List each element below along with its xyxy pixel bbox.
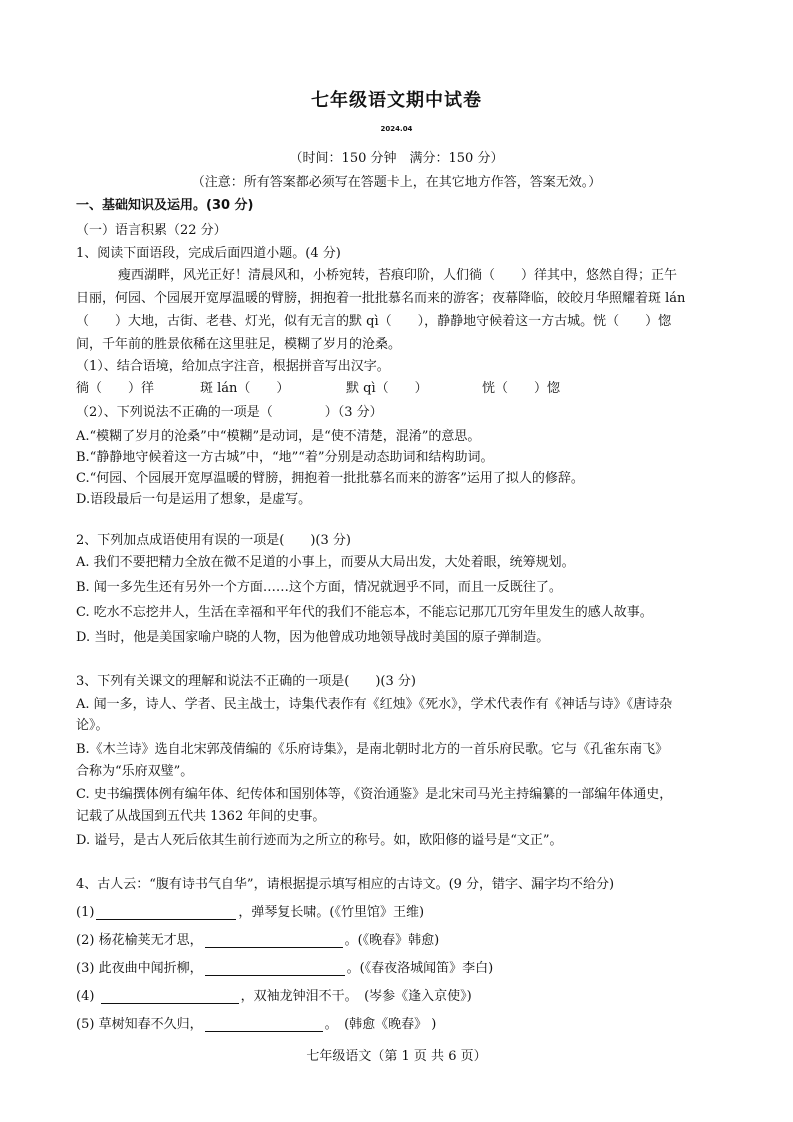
q3-option-a: A. 闻一多，诗人、学者、民主战士，诗集代表作有《红烛》《死水》，学术代表作有《神话与诗》《唐诗杂 xyxy=(76,697,673,712)
q4-item-before: 杨花榆荚无才思， xyxy=(98,933,203,948)
q4-item-after: 。(《晚春》韩愈) xyxy=(344,933,440,948)
q3-option-b: B.《木兰诗》选自北宋郭茂倩编的《乐府诗集》，是南北朝时北方的一首乐府民歌。它与《孔雀东南飞》 xyxy=(76,742,669,757)
q3-stem: 3、下列有关课文的理解和说法不正确的一项是( )(3 分) xyxy=(76,674,416,689)
answer-blank[interactable] xyxy=(101,989,239,1004)
time-info: （时间：150 分钟 满分：150 分） xyxy=(289,151,504,166)
q3-option-c-cont: 记载了从战国到五代共 1362 年间的史事。 xyxy=(76,809,326,824)
q4-item-num: (2) xyxy=(76,933,95,948)
q4-item-num: (3) xyxy=(76,961,95,976)
q4-item-after: ，双袖龙钟泪不干。 (岑参《逢入京使》) xyxy=(240,989,472,1004)
notice: （注意：所有答案都必须写在答题卡上，在其它地方作答，答案无效。） xyxy=(191,175,602,190)
q4-item-after: 。 (韩愈《晚春》 ) xyxy=(324,1017,437,1032)
sub-heading: （一）语言积累（22 分） xyxy=(76,223,227,238)
answer-blank[interactable] xyxy=(96,905,236,920)
q4-item-before: 此夜曲中闻折柳， xyxy=(98,961,203,976)
answer-blank[interactable] xyxy=(205,933,343,948)
q1-passage-line4: 间，千年前的胜景依稀在这里驻足，模糊了岁月的沧桑。 xyxy=(76,337,402,352)
q4-item-after: ，弹琴复长啸。(《竹里馆》王维) xyxy=(238,905,425,920)
q4-item-num: (5) xyxy=(76,1017,95,1032)
q4-stem: 4、古人云：“腹有诗书气自华”，请根据提示填写相应的古诗文。(9 分，错字、漏字均不给分) xyxy=(76,877,615,892)
q1-option: C.“何园、个园展开宽厚温暖的臂膀，拥抱着一批批慕名而来的游客”运用了拟人的修辞。 xyxy=(76,471,584,486)
q1-sub1: （1）、结合语境，给加点字注音，根据拼音写出汉字。 xyxy=(76,359,390,374)
q4-item-before: 草树知春不久归， xyxy=(98,1017,203,1032)
q4-item xyxy=(76,901,424,920)
page-footer: 七年级语文（第 1 页 共 6 页） xyxy=(306,1049,487,1064)
q1-passage-line2: 日丽，何园、个园展开宽厚温暖的臂膀，拥抱着一批批慕名而来的游客；夜幕降临，皎皎月华照耀着斑 lán xyxy=(76,291,686,306)
q3-option-b-cont: 合称为“乐府双璧”。 xyxy=(76,764,194,779)
section-heading: 一、基础知识及运用。(30 分) xyxy=(76,198,254,213)
q1-passage-line1: 瘦西湖畔，风光正好！清晨风和，小桥宛转，苔痕印阶，人们徜（ ）徉其中，悠然自得；正午 xyxy=(118,268,678,283)
q1-sub1-item: 斑 lán（ ） xyxy=(200,381,290,396)
q1-stem: 1、阅读下面语段，完成后面四道小题。(4 分) xyxy=(76,246,341,261)
exam-date: 2024.04 xyxy=(380,125,413,133)
q1-sub1-item: 默 qì（ ） xyxy=(346,381,428,396)
q2-option: A. 我们不要把精力全放在微不足道的小事上，而要从大局出发，大处着眼，统筹规划。 xyxy=(76,555,575,570)
q1-passage-line3: （ ）大地，古街、老巷、灯光，似有无言的默 qì（ ），静静地守候着这一方古城。恍（ ）惚 xyxy=(76,314,672,329)
q3-option-d: D. 谥号，是古人死后依其生前行迹而为之所立的称号。如，欧阳修的谥号是“文正”。 xyxy=(76,833,563,848)
q1-option: B.“静静地守候着这一方古城”中，“地”“着”分别是动态助词和结构助词。 xyxy=(76,450,494,465)
q1-sub2: （2）、下列说法不正确的一项是（ ）（3 分） xyxy=(76,405,383,420)
q3-option-c: C. 史书编撰体例有编年体、纪传体和国别体等，《资治通鉴》是北宋司马光主持编纂的一部编年体通史， xyxy=(76,787,673,802)
q4-item xyxy=(76,957,493,976)
q4-item-num: (1) xyxy=(76,905,95,920)
q2-option: C. 吃水不忘挖井人，生活在幸福和平年代的我们不能忘本，不能忘记那兀兀穷年里发生的感人故事。 xyxy=(76,605,653,620)
q1-sub1-item: 恍（ ）惚 xyxy=(482,381,561,396)
q2-stem: 2、下列加点成语使用有误的一项是( )(3 分) xyxy=(76,533,351,548)
q2-option: B. 闻一多先生还有另外一个方面……这个方面，情况就迥乎不同，而且一反既往了。 xyxy=(76,580,562,595)
q1-option: A.“模糊了岁月的沧桑”中“模糊”是动词，是“使不清楚，混淆”的意思。 xyxy=(76,429,481,444)
q2-option: D. 当时，他是美国家喻户晓的人物，因为他曾成功地领导战时美国的原子弹制造。 xyxy=(76,630,550,645)
q4-item xyxy=(76,1013,436,1032)
q3-option-a-cont: 论》。 xyxy=(76,718,109,733)
q1-option: D.语段最后一句是运用了想象，是虚写。 xyxy=(76,492,312,507)
answer-blank[interactable] xyxy=(205,1017,323,1032)
q4-item xyxy=(76,929,439,948)
q1-sub1-item: 徜（ ）徉 xyxy=(76,381,155,396)
exam-title: 七年级语文期中试卷 xyxy=(311,90,482,111)
answer-blank[interactable] xyxy=(205,961,345,976)
q4-item-after: 。(《春夜洛城闻笛》李白) xyxy=(346,961,494,976)
q4-item xyxy=(76,985,472,1004)
q4-item-num: (4) xyxy=(76,989,95,1004)
